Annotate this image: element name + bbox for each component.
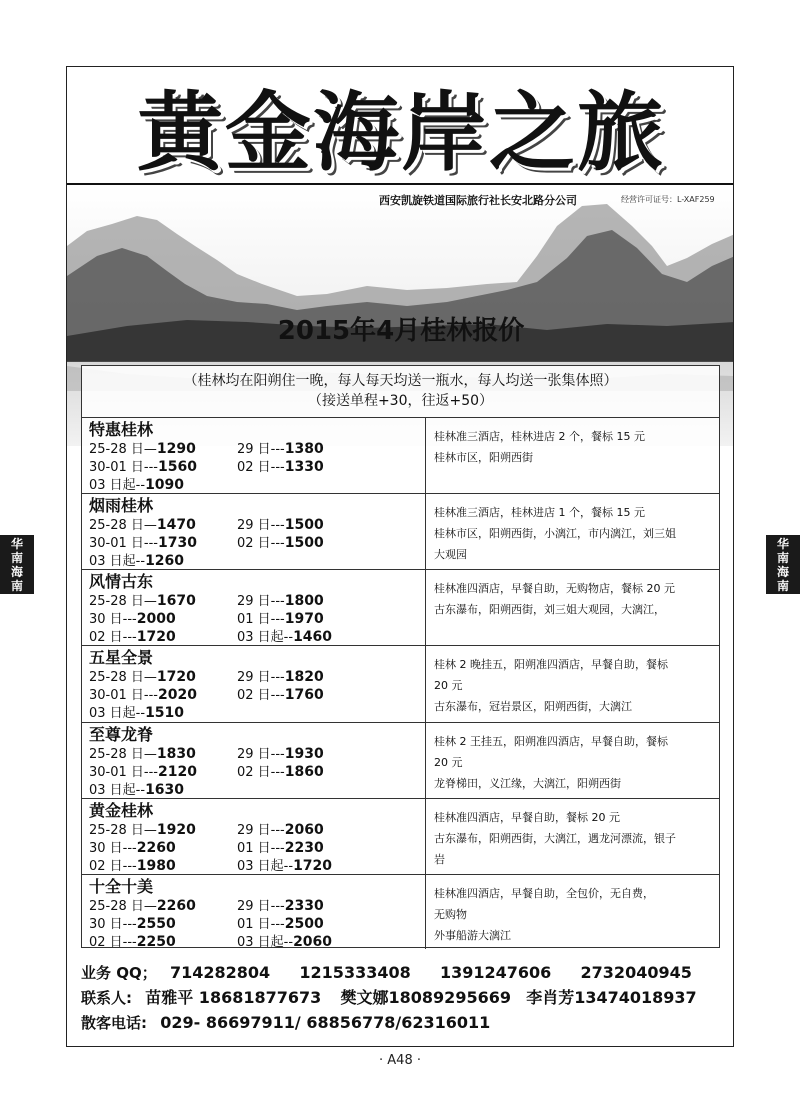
contacts-label: 联系人:: [81, 989, 132, 1007]
detail-line: 桂林准四酒店，早餐自助，餐标 20 元: [434, 811, 620, 824]
departure-price: [237, 628, 332, 647]
departure-date: 01 日---: [237, 612, 285, 627]
price-value: 1720: [156, 669, 196, 685]
contact-person: 李肖芳13474018937: [526, 988, 697, 1007]
qq-label: 业务 QQ；: [81, 964, 157, 982]
departure-price: [237, 933, 332, 952]
price-line: [89, 763, 425, 781]
detail-line: 桂林 2 晚挂五，阳朔准四酒店，早餐自助，餐标: [434, 658, 668, 671]
product-prices: [82, 723, 426, 798]
price-value: 1720: [136, 629, 176, 645]
price-value: 1760: [284, 687, 324, 703]
contact-block: [81, 960, 731, 1035]
price-line: [89, 458, 425, 476]
price-value: 2230: [284, 840, 324, 856]
departure-price: [237, 763, 324, 782]
departure-date: 30-01 日---: [89, 536, 158, 551]
qq-number: 1391247606: [439, 963, 552, 982]
price-value: 1830: [156, 746, 196, 762]
departure-date: 30 日---: [89, 612, 137, 627]
departure-price: [237, 668, 324, 687]
departure-price: [237, 745, 324, 764]
price-line: [89, 704, 425, 722]
price-table: [81, 365, 720, 948]
product-name: 黄金桂林: [89, 801, 154, 820]
price-value: 2060: [293, 934, 333, 950]
product-row: [82, 875, 719, 949]
price-value: 1930: [284, 746, 324, 762]
price-value: 1090: [145, 477, 185, 493]
departure-date: 03 日起--: [237, 859, 294, 874]
qq-number: 2732040945: [580, 963, 692, 982]
price-value: 1860: [284, 764, 324, 780]
price-value: 1380: [284, 441, 324, 457]
price-line: [89, 610, 425, 628]
product-details: [426, 570, 719, 645]
departure-date: 25-28 日—: [89, 518, 157, 533]
departure-date: 03 日起--: [237, 630, 294, 645]
detail-line: 20 元: [434, 679, 463, 692]
departure-price: [89, 668, 196, 687]
departure-price: [237, 458, 324, 477]
qq-number: 714282804: [169, 963, 271, 982]
qq-line: [81, 960, 731, 985]
departure-date: 02 日---: [237, 536, 285, 551]
phone-numbers: 029- 86697911/ 68856778/62316011: [160, 1013, 491, 1032]
price-line: [89, 686, 425, 704]
departure-price: [237, 839, 324, 858]
price-value: 2020: [157, 687, 197, 703]
product-row: [82, 570, 719, 646]
detail-line: 桂林准四酒店，早餐自助，无购物店，餐标 20 元: [434, 582, 675, 595]
detail-line: 无购物: [434, 908, 467, 921]
price-line: [89, 839, 425, 857]
product-name: 十全十美: [89, 877, 154, 896]
product-row: [82, 723, 719, 799]
departure-date: 02 日---: [237, 765, 285, 780]
departure-price: [237, 915, 324, 934]
product-prices: [82, 799, 426, 874]
brand-title: [67, 67, 734, 185]
departure-date: 29 日---: [237, 442, 285, 457]
departure-price: [89, 897, 196, 916]
product-name: 烟雨桂林: [89, 496, 154, 515]
departure-price: [237, 592, 324, 611]
departure-price: [89, 534, 197, 553]
license-number: 经营许可证号：L-XAF259: [621, 195, 715, 204]
price-value: 1510: [145, 705, 185, 721]
departure-price: [89, 781, 184, 800]
price-line: [89, 552, 425, 570]
note-line-1: （桂林均在阳朔住一晚，每人每天均送一瓶水，每人均送一张集体照）: [183, 373, 618, 389]
departure-date: 29 日---: [237, 518, 285, 533]
price-line: [89, 440, 425, 458]
price-value: 1820: [284, 669, 324, 685]
departure-date: 02 日---: [89, 630, 137, 645]
detail-line: 桂林 2 王挂五，阳朔准四酒店，早餐自助，餐标: [434, 735, 668, 748]
price-value: 2120: [157, 764, 197, 780]
flyer-frame: [66, 66, 734, 1047]
price-value: 2330: [284, 898, 324, 914]
departure-price: [89, 915, 176, 934]
price-value: 2000: [136, 611, 176, 627]
departure-date: 03 日起--: [89, 783, 146, 798]
departure-price: [237, 897, 324, 916]
departure-price: [89, 821, 196, 840]
departure-price: [89, 476, 184, 495]
product-prices: [82, 570, 426, 645]
product-row: [82, 646, 719, 723]
product-row: [82, 494, 719, 570]
brand-title-text: 黄金海岸之旅: [137, 82, 665, 183]
departure-price: [237, 440, 324, 459]
detail-line: 桂林准三酒店，桂林进店 2 个，餐标 15 元: [434, 430, 645, 443]
product-details: [426, 799, 719, 874]
region-tab-left: 华 南 海 南: [0, 535, 34, 594]
price-value: 1500: [284, 517, 324, 533]
price-value: 1560: [157, 459, 197, 475]
departure-price: [89, 704, 184, 723]
price-value: 1630: [145, 782, 185, 798]
price-value: 2250: [136, 934, 176, 950]
price-value: 1260: [145, 553, 185, 569]
product-row: [82, 799, 719, 875]
departure-price: [89, 440, 196, 459]
price-line: [89, 516, 425, 534]
price-value: 1800: [284, 593, 324, 609]
departure-date: 01 日---: [237, 841, 285, 856]
departure-price: [237, 516, 324, 535]
price-value: 2550: [136, 916, 176, 932]
detail-line: 20 元: [434, 756, 463, 769]
product-details: [426, 494, 719, 569]
region-tab-right: 华 南 海 南: [766, 535, 800, 594]
product-name: 特惠桂林: [89, 420, 154, 439]
page-number: · A48 ·: [379, 1053, 421, 1068]
detail-line: 外事船游大漓江: [434, 929, 511, 942]
departure-date: 25-28 日—: [89, 670, 157, 685]
price-value: 2500: [284, 916, 324, 932]
price-value: 1730: [157, 535, 197, 551]
price-line: [89, 476, 425, 494]
departure-date: 03 日起--: [89, 554, 146, 569]
departure-date: 29 日---: [237, 747, 285, 762]
departure-date: 25-28 日—: [89, 594, 157, 609]
departure-date: 25-28 日—: [89, 823, 157, 838]
detail-line: 古东瀑布，阳朔西街，大漓江，遇龙河漂流，银子: [434, 832, 676, 845]
contacts-line: [81, 985, 731, 1010]
departure-date: 02 日---: [237, 460, 285, 475]
product-prices: [82, 875, 426, 949]
departure-date: 30-01 日---: [89, 460, 158, 475]
detail-line: 桂林市区，阳朔西街，小漓江，市内漓江，刘三姐: [434, 527, 676, 540]
departure-price: [237, 686, 324, 705]
departure-date: 03 日起--: [89, 478, 146, 493]
contact-person: 苗雅平 18681877673: [145, 988, 322, 1007]
price-line: [89, 857, 425, 875]
price-value: 1470: [156, 517, 196, 533]
departure-date: 02 日---: [89, 935, 137, 950]
departure-date: 30 日---: [89, 917, 137, 932]
departure-date: 01 日---: [237, 917, 285, 932]
departure-date: 03 日起--: [237, 935, 294, 950]
price-value: 1460: [293, 629, 333, 645]
price-line: [89, 897, 425, 915]
departure-price: [89, 458, 197, 477]
price-value: 1330: [284, 459, 324, 475]
note-line-2: （接送单程+30，往返+50）: [307, 393, 494, 409]
price-value: 2260: [136, 840, 176, 856]
departure-price: [237, 610, 324, 629]
departure-price: [89, 592, 196, 611]
departure-price: [89, 857, 176, 876]
departure-price: [89, 552, 184, 571]
departure-date: 29 日---: [237, 594, 285, 609]
price-line: [89, 668, 425, 686]
company-name: 西安凯旋铁道国际旅行社长安北路分公司: [379, 194, 577, 207]
phone-label: 散客电话:: [81, 1014, 147, 1032]
price-note: [82, 366, 719, 418]
product-details: [426, 875, 719, 949]
departure-price: [89, 610, 176, 629]
price-line: [89, 915, 425, 933]
price-value: 1670: [156, 593, 196, 609]
detail-line: 古东瀑布，冠岩景区，阳朔西街，大漓江: [434, 700, 632, 713]
price-value: 1970: [284, 611, 324, 627]
price-line: [89, 534, 425, 552]
price-value: 2260: [156, 898, 196, 914]
qq-number: 1215333408: [299, 963, 411, 982]
departure-date: 29 日---: [237, 899, 285, 914]
contact-person: 樊文娜18089295669: [340, 988, 511, 1007]
departure-date: 02 日---: [89, 859, 137, 874]
departure-date: 30-01 日---: [89, 688, 158, 703]
departure-price: [89, 516, 196, 535]
price-value: 2060: [284, 822, 324, 838]
departure-date: 29 日---: [237, 670, 285, 685]
departure-date: 30-01 日---: [89, 765, 158, 780]
departure-date: 25-28 日—: [89, 442, 157, 457]
product-name: 五星全景: [89, 648, 154, 667]
departure-price: [89, 745, 196, 764]
product-name: 风情古东: [89, 572, 154, 591]
detail-line: 岩: [434, 853, 445, 866]
phone-line: [81, 1010, 731, 1035]
product-details: [426, 418, 719, 493]
product-details: [426, 646, 719, 722]
departure-price: [89, 839, 176, 858]
product-prices: [82, 494, 426, 569]
departure-price: [237, 857, 332, 876]
detail-line: 龙脊梯田，义江缘，大漓江，阳朔西街: [434, 777, 621, 790]
product-prices: [82, 418, 426, 493]
price-line: [89, 821, 425, 839]
price-headline: 2015年4月桂林报价: [277, 316, 525, 346]
price-line: [89, 933, 425, 951]
departure-date: 29 日---: [237, 823, 285, 838]
detail-line: 古东瀑布，阳朔西街，刘三姐大观园，大漓江，: [434, 603, 665, 616]
departure-price: [237, 534, 324, 553]
product-row: [82, 418, 719, 494]
product-prices: [82, 646, 426, 722]
departure-price: [237, 821, 324, 840]
price-value: 1290: [156, 441, 196, 457]
price-line: [89, 592, 425, 610]
detail-line: 桂林准四酒店，早餐自助，全包价，无自费，: [434, 887, 654, 900]
price-line: [89, 628, 425, 646]
detail-line: 大观园: [434, 548, 467, 561]
product-details: [426, 723, 719, 798]
departure-price: [89, 763, 197, 782]
departure-date: 25-28 日—: [89, 747, 157, 762]
price-value: 1980: [136, 858, 176, 874]
detail-line: 桂林市区，阳朔西街: [434, 451, 533, 464]
detail-line: 桂林准三酒店，桂林进店 1 个，餐标 15 元: [434, 506, 645, 519]
departure-date: 02 日---: [237, 688, 285, 703]
departure-date: 25-28 日—: [89, 899, 157, 914]
departure-price: [89, 686, 197, 705]
price-line: [89, 781, 425, 799]
product-name: 至尊龙脊: [89, 725, 154, 744]
departure-price: [89, 933, 176, 952]
departure-date: 03 日起--: [89, 706, 146, 721]
price-line: [89, 745, 425, 763]
price-value: 1920: [156, 822, 196, 838]
price-value: 1720: [293, 858, 333, 874]
departure-date: 30 日---: [89, 841, 137, 856]
departure-price: [89, 628, 176, 647]
price-value: 1500: [284, 535, 324, 551]
